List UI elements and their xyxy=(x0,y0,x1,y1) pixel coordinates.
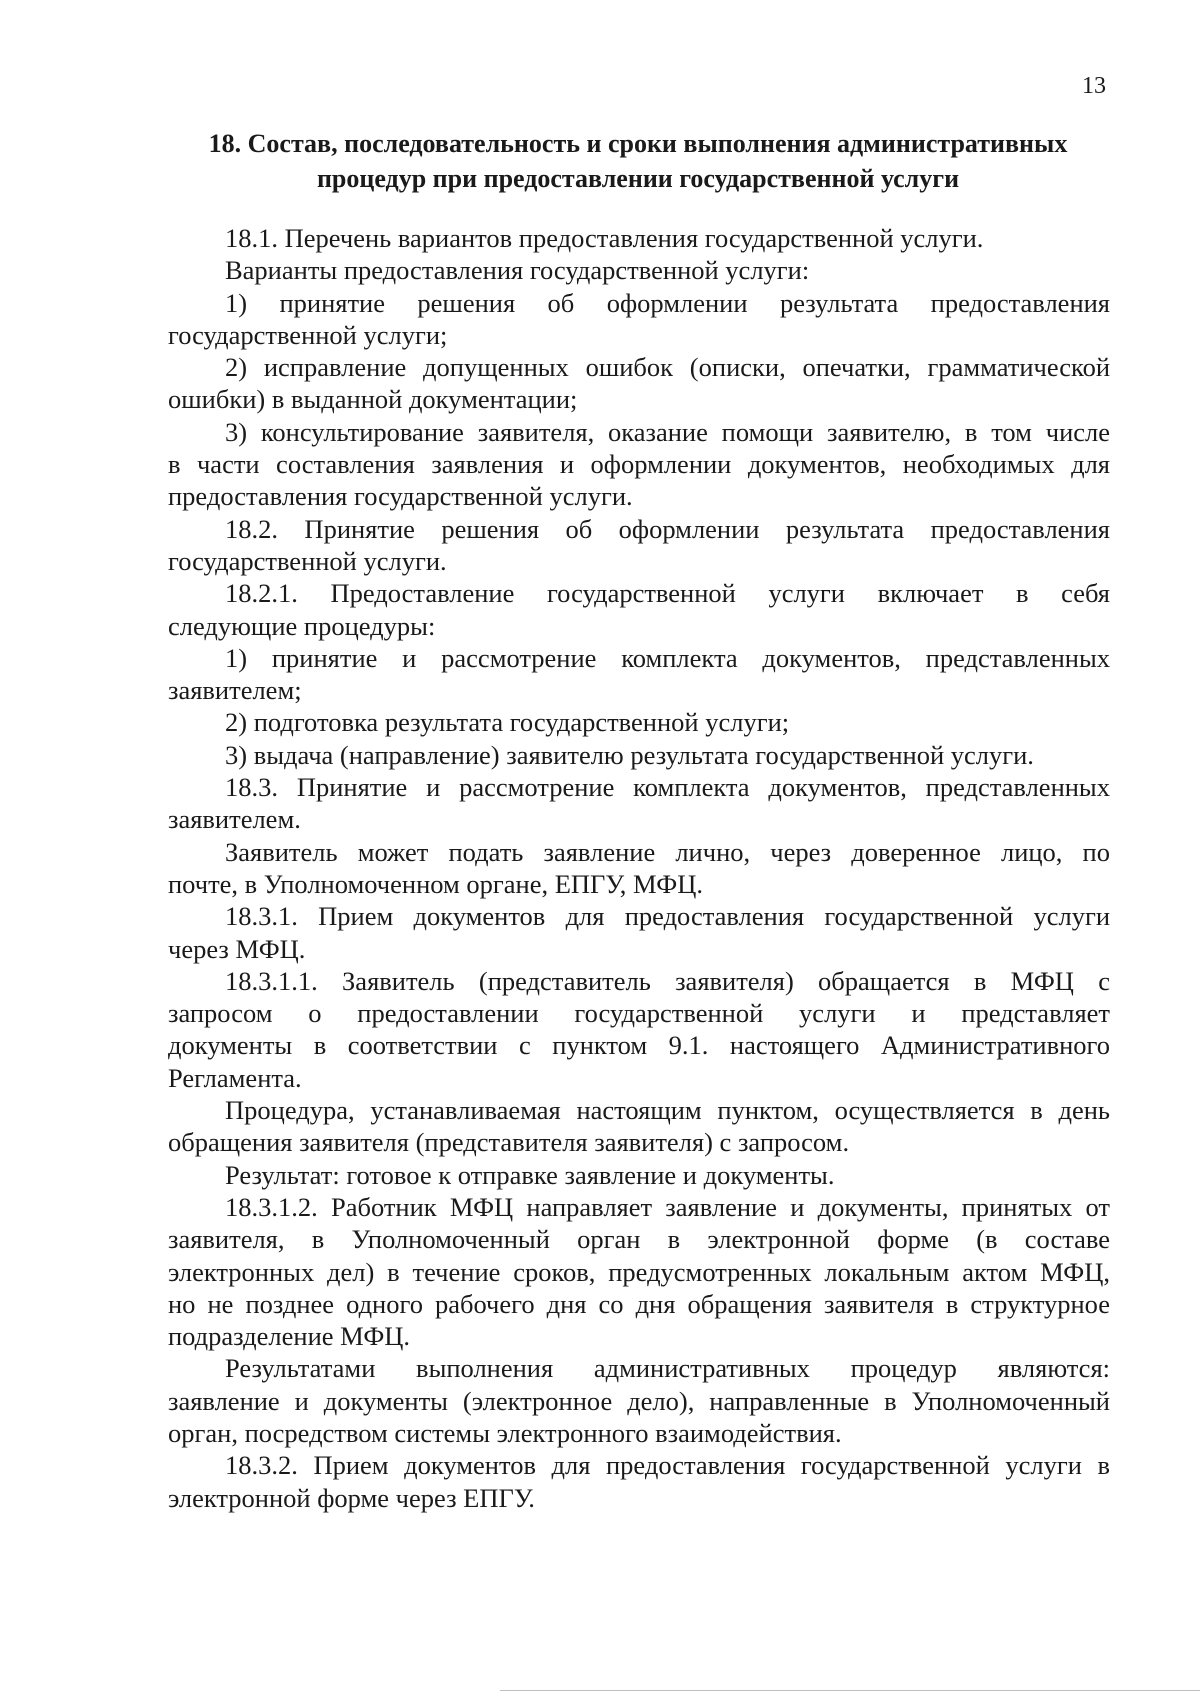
paragraph xyxy=(168,900,1110,965)
section-heading xyxy=(168,126,1108,196)
paragraph xyxy=(168,1449,1110,1514)
paragraph-line: Результатами выполнения административных процедур являются: xyxy=(225,1353,1110,1384)
paragraph xyxy=(168,513,1110,578)
paragraph-line: Процедура, устанавливаемая настоящим пунктом, осуществляется в день xyxy=(225,1095,1110,1126)
paragraph-line: обращения заявителя (представителя заявителя) с запросом. xyxy=(168,1127,850,1158)
paragraph-line: 18.2.1. Предоставление государственной услуги включает в себя xyxy=(225,578,1110,609)
paragraph-line: 3) выдача (направление) заявителю результата государственной услуги. xyxy=(225,739,1034,770)
paragraph-line: заявителем; xyxy=(168,675,302,706)
page-number: 13 xyxy=(1082,73,1106,99)
paragraph-line: предоставления государственной услуги. xyxy=(168,481,633,512)
paragraph xyxy=(168,739,1110,771)
paragraph-line: орган, посредством системы электронного взаимодействия. xyxy=(168,1417,842,1448)
paragraph-line: электронных дел) в течение сроков, предусмотренных локальным актом МФЦ, xyxy=(168,1256,1110,1287)
paragraph-line: 2) подготовка результата государственной услуги; xyxy=(225,707,790,738)
paragraph-line: в части составления заявления и оформлении документов, необходимых для xyxy=(168,449,1110,480)
paragraph-line: заявление и документы (электронное дело), направленные в Уполномоченный xyxy=(168,1385,1110,1416)
paragraph xyxy=(168,1352,1110,1449)
paragraph xyxy=(168,351,1110,416)
paragraph xyxy=(168,1191,1110,1352)
paragraph-line: 18.3. Принятие и рассмотрение комплекта документов, представленных xyxy=(225,772,1110,803)
paragraph-line: 2) исправление допущенных ошибок (описки, опечатки, грамматической xyxy=(225,352,1110,383)
paragraph-line: запросом о предоставлении государственной услуги и представляет xyxy=(168,998,1110,1029)
paragraph-line: 18.3.1. Прием документов для предоставления государственной услуги xyxy=(225,901,1110,932)
paragraph-line: Варианты предоставления государственной услуги: xyxy=(225,255,810,286)
paragraph-line: заявителем. xyxy=(168,804,301,835)
paragraph xyxy=(168,254,1110,286)
paragraph-line: 1) принятие и рассмотрение комплекта документов, представленных xyxy=(225,642,1110,673)
paragraph xyxy=(168,577,1110,642)
paragraph xyxy=(168,706,1110,738)
paragraph-line: ошибки) в выданной документации; xyxy=(168,384,578,415)
paragraph-line: 18.3.1.1. Заявитель (представитель заявителя) обращается в МФЦ с xyxy=(225,965,1110,996)
paragraph xyxy=(168,1094,1110,1159)
paragraph xyxy=(168,836,1110,901)
paragraph xyxy=(168,287,1110,352)
section-heading-line: 18. Состав, последовательность и сроки выполнения административных xyxy=(208,129,1068,158)
paragraph-line: 18.2. Принятие решения об оформлении результата предоставления xyxy=(225,513,1110,544)
paragraph-line: почте, в Уполномоченном органе, ЕПГУ, МФЦ. xyxy=(168,868,703,899)
paragraph xyxy=(168,771,1110,836)
paragraph-line: заявителя, в Уполномоченный орган в электронной форме (в составе xyxy=(168,1224,1110,1255)
paragraph-line: 18.3.2. Прием документов для предоставления государственной услуги в xyxy=(225,1450,1110,1481)
paragraph xyxy=(168,1159,1110,1191)
paragraph-line: 18.3.1.2. Работник МФЦ направляет заявление и документы, принятых от xyxy=(225,1191,1110,1222)
paragraph-line: электронной форме через ЕПГУ. xyxy=(168,1482,535,1513)
paragraph-line: но не позднее одного рабочего дня со дня обращения заявителя в структурное xyxy=(168,1288,1110,1319)
paragraph xyxy=(168,965,1110,1094)
document-body xyxy=(168,222,1110,1514)
paragraph-line: государственной услуги. xyxy=(168,545,447,576)
paragraph xyxy=(168,222,1110,254)
paragraph-line: Регламента. xyxy=(168,1062,302,1093)
paragraph-line: государственной услуги; xyxy=(168,319,448,350)
paragraph-line: через МФЦ. xyxy=(168,933,306,964)
paragraph-line: документы в соответствии с пунктом 9.1. настоящего Административного xyxy=(168,1030,1110,1061)
paragraph-line: Результат: готовое к отправке заявление и документы. xyxy=(225,1159,835,1190)
paragraph-line: 3) консультирование заявителя, оказание помощи заявителю, в том числе xyxy=(225,416,1110,447)
section-heading-line: процедур при предоставлении государственной услуги xyxy=(316,164,960,193)
paragraph xyxy=(168,416,1110,513)
bottom-rule xyxy=(500,1690,1200,1691)
paragraph-line: подразделение МФЦ. xyxy=(168,1321,411,1352)
paragraph-line: Заявитель может подать заявление лично, через доверенное лицо, по xyxy=(225,836,1110,867)
paragraph-line: следующие процедуры: xyxy=(168,610,436,641)
paragraph-line: 18.1. Перечень вариантов предоставления государственной услуги. xyxy=(225,223,984,253)
paragraph xyxy=(168,642,1110,707)
paragraph-line: 1) принятие решения об оформлении результата предоставления xyxy=(225,287,1110,318)
